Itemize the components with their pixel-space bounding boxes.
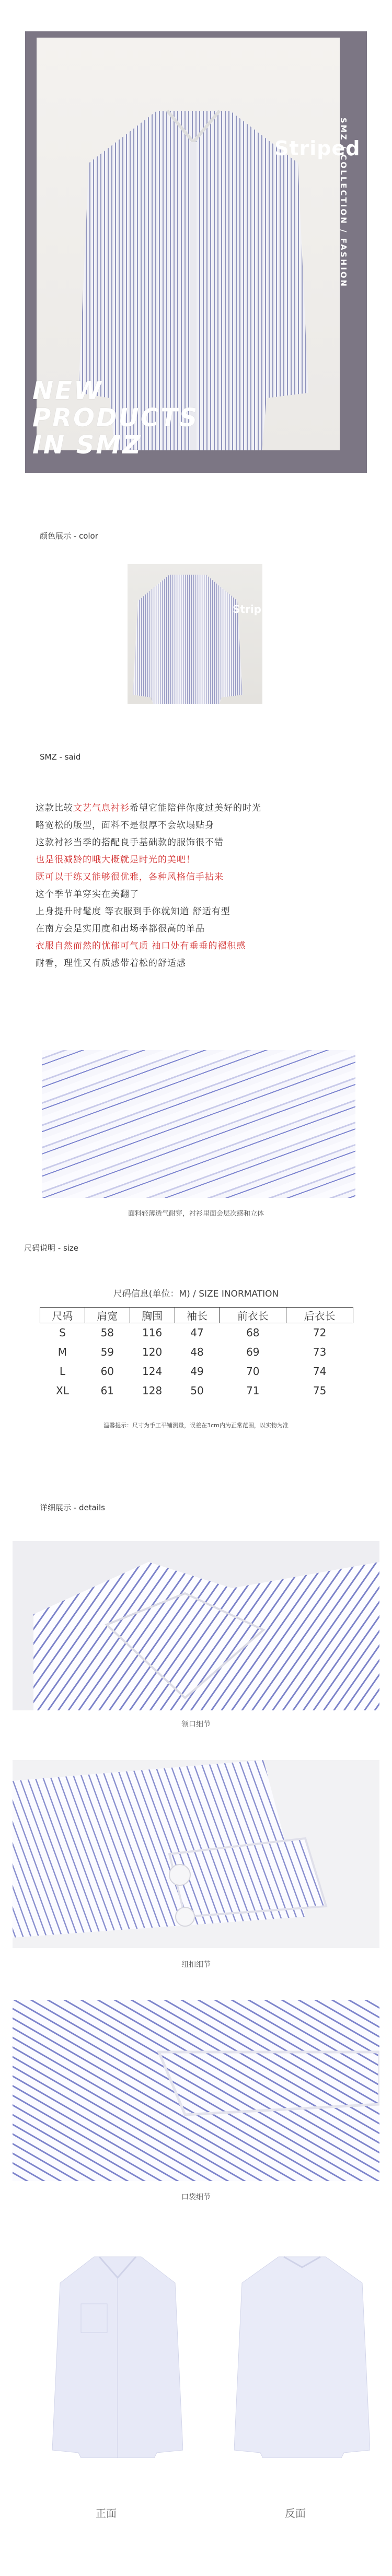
back-view-label: 反面: [285, 2507, 306, 2520]
fabric-caption: 面料轻薄透气耐穿，衬衫里面会层次感和立体: [128, 1210, 264, 1218]
size-cell: 71: [246, 1384, 260, 1397]
size-cell: S: [59, 1326, 66, 1339]
size-header-cell: 肩宽: [85, 1308, 130, 1323]
hero-headline: [32, 377, 199, 459]
said-section-label: SMZ - said: [40, 752, 81, 762]
cuff-illustration: [13, 1760, 379, 1948]
size-cell: 68: [246, 1326, 260, 1339]
hero-line-2: PRODUCTS: [32, 403, 199, 433]
color-photo-text: Strip: [233, 603, 261, 615]
details-section-label: 详细展示 - details: [40, 1503, 105, 1512]
table-row: [40, 1381, 353, 1401]
front-view-label: 正面: [96, 2507, 117, 2520]
desc-line: 既可以干练又能够很优雅，各种风格信手拈来: [36, 872, 224, 882]
desc-line: 上身提升时髦度 等衣服到手你就知道 舒适有型: [36, 906, 230, 917]
size-header-cell: 胸围: [130, 1308, 175, 1323]
size-header-row: [40, 1308, 353, 1323]
size-table: [40, 1307, 353, 1401]
hero-vertical-text: SMZ / COLLECTION / FASHION: [339, 118, 348, 288]
size-cell: 58: [100, 1326, 114, 1339]
size-note: 温馨提示：尺寸为手工平铺测量，误差在3cm内为正常范围，以实物为准: [103, 1422, 289, 1429]
size-cell: XL: [56, 1384, 69, 1397]
desc-line: 略宽松的版型，面料不是很厚不会软塌贴身: [36, 820, 214, 831]
size-cell: 74: [313, 1365, 327, 1378]
desc-line: 这款衬衫当季的搭配良手基础款的服饰很不错: [36, 837, 224, 848]
hero-line-1: NEW: [32, 376, 103, 405]
collar-caption: 领口细节: [181, 1720, 211, 1729]
collar-detail-photo: [13, 1541, 379, 1710]
desc-line: 也是很减龄的哦大概就是时光的美吧！: [36, 855, 195, 865]
size-cell: 70: [246, 1365, 260, 1378]
table-row: [40, 1362, 353, 1381]
desc-line: 这个季节单穿实在美翻了: [36, 889, 139, 900]
desc-line: 在南方会是实用度和出场率都很高的单品: [36, 924, 205, 934]
desc-line: 衣服自然而然的忧郁可气质 袖口处有垂垂的褶积感: [36, 941, 246, 951]
size-cell: M: [57, 1346, 67, 1358]
size-cell: 128: [142, 1384, 163, 1397]
table-row: [40, 1343, 353, 1362]
size-header-cell: 后衣长: [286, 1308, 353, 1323]
size-header-cell: 前衣长: [220, 1308, 286, 1323]
hero-line-3: IN SMZ: [32, 430, 142, 460]
size-cell: 72: [313, 1326, 327, 1339]
size-section-label: 尺码说明 - size: [24, 1243, 79, 1253]
color-shirt-illustration: [133, 575, 243, 704]
button-caption: 纽扣细节: [181, 1961, 211, 1969]
pocket-detail-photo: [13, 2000, 379, 2181]
size-cell: 73: [313, 1346, 327, 1358]
size-cell: 60: [100, 1365, 114, 1378]
size-cell: 116: [142, 1326, 163, 1339]
desc-line: 耐看，理性又有质感带着松的舒适感: [36, 958, 186, 969]
hero-striped-text: Striped: [274, 137, 361, 160]
desc-line: 这款比较文艺气息衬衫希望它能陪伴你度过美好的时光: [36, 803, 261, 813]
size-table-title: 尺码信息(单位：M) / SIZE INORMATION: [113, 1289, 279, 1299]
pocket-caption: 口袋细节: [181, 2193, 211, 2201]
pocket-illustration: [13, 2000, 379, 2181]
table-row: [40, 1323, 353, 1343]
description-text: [36, 800, 370, 972]
size-cell: 47: [190, 1326, 204, 1339]
size-cell: 61: [100, 1384, 114, 1397]
size-cell: L: [59, 1365, 65, 1378]
size-header-cell: 尺码: [40, 1308, 85, 1323]
size-cell: 124: [142, 1365, 163, 1378]
color-photo: [128, 564, 262, 704]
front-view-shirt: [52, 2252, 183, 2458]
collar-illustration: [13, 1541, 379, 1710]
color-section-label: 颜色展示 - color: [40, 531, 98, 541]
size-cell: 49: [190, 1365, 204, 1378]
button-detail-photo: [13, 1760, 379, 1948]
size-header-cell: 袖长: [175, 1308, 220, 1323]
size-cell: 69: [246, 1346, 260, 1358]
back-view-shirt: [234, 2252, 370, 2458]
size-cell: 50: [190, 1384, 204, 1397]
size-cell: 59: [100, 1346, 114, 1358]
size-cell: 75: [313, 1384, 327, 1397]
size-cell: 48: [190, 1346, 204, 1358]
fabric-closeup: [42, 1050, 355, 1198]
size-cell: 120: [142, 1346, 163, 1358]
